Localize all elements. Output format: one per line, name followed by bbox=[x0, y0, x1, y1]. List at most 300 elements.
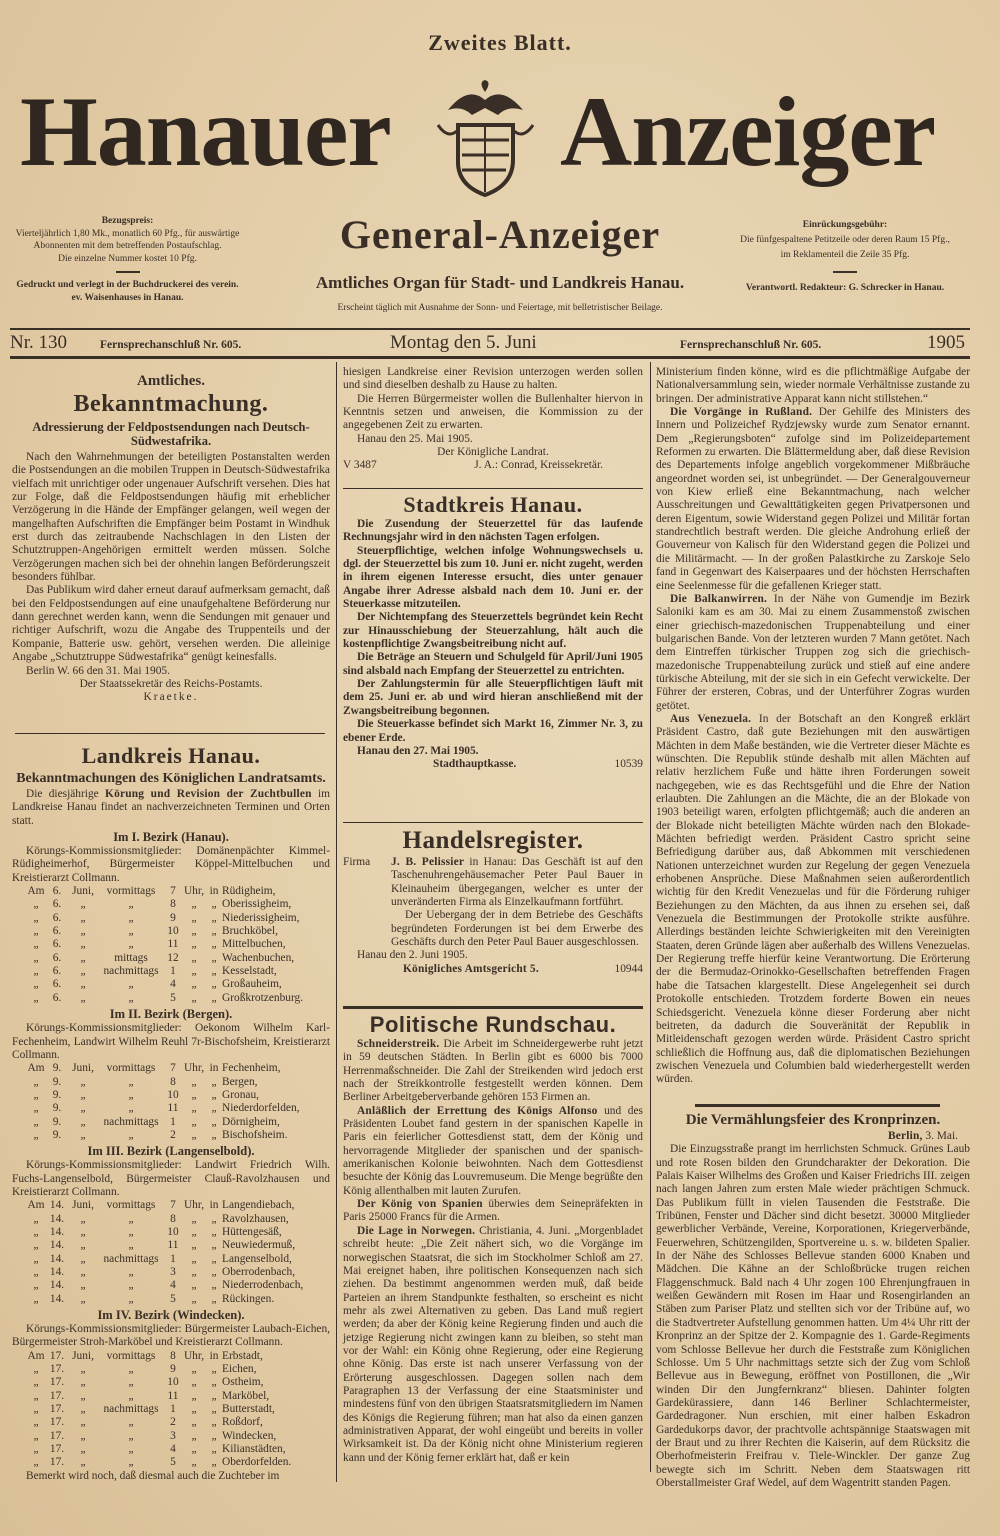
schedule-cell: „ bbox=[33, 1266, 39, 1278]
district-members bbox=[12, 845, 330, 885]
notice-field-post bbox=[12, 372, 330, 705]
firma-name: J. B. Pelissier bbox=[391, 856, 465, 868]
schedule-cell: „ bbox=[33, 965, 39, 978]
schedule-cell: Oberdorfelden. bbox=[222, 1456, 292, 1469]
district-members bbox=[12, 1159, 330, 1199]
landkreis-subheading: Bekanntmachungen des Königlichen Landratsamts. bbox=[16, 771, 326, 786]
handelsregister-heading: Handelsregister. bbox=[402, 827, 584, 854]
schedule-cell: „ bbox=[33, 1416, 39, 1429]
schedule-cell: Bruchköbel, bbox=[222, 925, 278, 938]
schedule-cell: „ bbox=[33, 1429, 39, 1442]
schedule-cell: Windecken, bbox=[222, 1429, 277, 1442]
schedule-cell: Marköbel, bbox=[222, 1389, 270, 1402]
news-lead: Die Balkanwirren. bbox=[670, 592, 768, 605]
schedule-cell: „ bbox=[80, 1279, 86, 1292]
phone-right: Fernsprechanschluß Nr. 605. bbox=[680, 339, 822, 351]
schedule-cell: Am bbox=[27, 1349, 45, 1362]
schedule-cell: in bbox=[209, 1062, 219, 1075]
schedule-cell: „ bbox=[33, 1075, 39, 1088]
rundschau-section bbox=[343, 1012, 643, 1465]
schedule-cell: „ bbox=[80, 898, 86, 911]
schedule-cell: Niederdorfelden, bbox=[222, 1102, 300, 1115]
schedule-cell: Großkrotzenburg. bbox=[222, 991, 304, 1004]
schedule-cell: in bbox=[209, 885, 219, 898]
schedule-row bbox=[26, 1076, 330, 1089]
schedule-cell: 9. bbox=[52, 1115, 62, 1128]
schedule-row bbox=[26, 938, 330, 951]
schedule-cell: „ bbox=[128, 1102, 134, 1115]
schedule-cell: „ bbox=[191, 1102, 197, 1115]
schedule-cell: Butterstadt, bbox=[222, 1403, 275, 1416]
schedule-cell: „ bbox=[211, 1376, 217, 1389]
intro-text: im Landkreise Hanau findet an nachverzeichneten Terminen und Orten statt. bbox=[12, 788, 331, 827]
schedule-row bbox=[26, 1430, 330, 1443]
schedule-row bbox=[26, 1376, 330, 1389]
schedule-cell: 17. bbox=[49, 1429, 65, 1442]
schedule-cell: 6. bbox=[52, 991, 62, 1004]
schedule-cell: „ bbox=[191, 925, 197, 938]
schedule-cell: „ bbox=[33, 978, 39, 991]
schedule-cell: „ bbox=[33, 1128, 39, 1141]
schedule-cell: „ bbox=[191, 1363, 197, 1376]
news-lead: Die Lage in Norwegen. bbox=[357, 1224, 476, 1237]
issue-date: Montag den 5. Juni bbox=[390, 332, 537, 353]
schedule-table bbox=[26, 885, 330, 1005]
schedule-cell: „ bbox=[191, 1389, 197, 1402]
advert-fee-heading: Einrückungsgebühr: bbox=[802, 220, 888, 230]
paragraph: in Hanau: Das Geschäft ist auf den Taschenuhrengehäusemacher Peter Paul Bauer in Kleinauheim übergegangen, welcher es unter der unveränderten Firma als Einzelkaufmann fortführt. bbox=[391, 856, 643, 909]
schedule-cell: nachmittags bbox=[103, 1403, 159, 1416]
schedule-cell: „ bbox=[211, 978, 217, 991]
news-lead: Der König von Spanien bbox=[357, 1198, 483, 1211]
district-heading: Im I. Bezirk (Hanau). bbox=[113, 830, 229, 845]
schedule-cell: Am bbox=[27, 1199, 45, 1212]
schedule-cell: „ bbox=[128, 1416, 134, 1429]
schedule-cell: 9. bbox=[52, 1075, 62, 1088]
schedule-row bbox=[26, 965, 330, 978]
section-rule bbox=[343, 822, 643, 823]
schedule-cell: „ bbox=[211, 1429, 217, 1442]
issue-info-bar bbox=[10, 332, 965, 354]
schedule-cell: „ bbox=[33, 1363, 39, 1376]
schedule-cell: „ bbox=[80, 1389, 86, 1402]
dateline-date: 3. Mai. bbox=[922, 1130, 958, 1142]
edition-label: Zweites Blatt. bbox=[428, 30, 572, 55]
schedule-cell: 3 bbox=[170, 1266, 176, 1278]
schedule-cell: „ bbox=[191, 1376, 197, 1389]
schedule-cell: „ bbox=[80, 1088, 86, 1101]
schedule-cell: Uhr, bbox=[183, 1349, 205, 1362]
subscription-text: Vierteljährlich 1,80 Mk., monatlich 60 Pfg., für auswärtige Abonnenten mit dem betreffenden Postaufschlag. bbox=[15, 228, 240, 251]
schedule-cell: „ bbox=[80, 1403, 86, 1416]
paragraph: Der Zahlungstermin für alle Steuerpflichtigen läuft mit dem 25. Juni er. ab und wird hieran anschließend mit der Zwangsbeitreibung begonnen. bbox=[343, 678, 643, 717]
signature-line bbox=[343, 459, 643, 472]
masthead-title-right: Anzeiger bbox=[560, 76, 936, 187]
district-heading: Im III. Bezirk (Langenselbold). bbox=[87, 1144, 255, 1159]
schedule-cell: 14. bbox=[49, 1292, 65, 1305]
dateline-place: Berlin, bbox=[887, 1130, 923, 1142]
schedule-cell: „ bbox=[191, 978, 197, 991]
schedule-cell: „ bbox=[128, 1363, 134, 1376]
schedule-cell: 17. bbox=[49, 1403, 65, 1416]
schedule-row bbox=[26, 1116, 330, 1129]
district-members bbox=[12, 1022, 330, 1062]
schedule-cell: Großauheim, bbox=[222, 978, 282, 991]
schedule-cell: „ bbox=[128, 1128, 134, 1141]
schedule-cell: Uhr, bbox=[183, 885, 205, 898]
schedule-table bbox=[26, 1199, 330, 1306]
news-lead: Anläßlich der Errettung des Königs Alfonso bbox=[357, 1104, 598, 1117]
news-text: In der Nähe von Gumendje im Bezirk Saloniki kam es am 30. Mai zu einem Zusammenstoß zwischen einer griechisch-mazedonischen Truppenabteilung und einer bulgarischen Bande. Von der letzteren wurden 7 Mann getötet. Nach dem Eintreffen türkischer Truppen zog sich die griechisch-mazedonische Truppenabteilung zurück und stieß auf eine andere türkische Abteilung, mit der sie sich in ein Gefecht verwickelte. Der Führer der ersteren, Cobras, und der Unterführer Zogras wurden getötet. bbox=[656, 592, 970, 712]
news-item bbox=[656, 406, 970, 593]
schedule-cell: „ bbox=[211, 1075, 217, 1088]
schedule-cell: 9. bbox=[52, 1088, 62, 1101]
schedule-cell: „ bbox=[191, 1279, 197, 1292]
schedule-cell: 14. bbox=[49, 1279, 65, 1292]
schedule-cell: „ bbox=[191, 1239, 197, 1252]
schedule-cell: „ bbox=[191, 965, 197, 978]
paragraph: hiesigen Landkreise einer Revision unterzogen werden sollen und sind dieselben deshalb zu Hause zu halten. bbox=[343, 366, 643, 392]
landkreis-closing-continued bbox=[343, 366, 643, 473]
schedule-cell: Hüttengesäß, bbox=[222, 1225, 282, 1238]
schedule-row bbox=[26, 1239, 330, 1252]
schedule-cell: nachmittags bbox=[103, 1115, 159, 1128]
schedule-cell: „ bbox=[211, 1456, 217, 1469]
schedule-cell: „ bbox=[128, 1088, 134, 1101]
paragraph: Ministerium finden könne, wird es die pflichtmäßige Aufgabe der Nationalversammlung sein, wieder normale Verhältnisse zustande zu bringen. Der administrative Apparat kann nicht stillstehen.“ bbox=[656, 366, 970, 405]
schedule-cell: „ bbox=[191, 951, 197, 964]
news-text: Christiania, 4. Juni. „Morgenbladet schreibt heute: „Die Zeit nähert sich, wo die Vorgänge im norwegischen Staatsrat, die sich im Stockholmer Schloß am 27. Mai ereignet haben, ihre politischen Konsequenzen nach sich ziehen. Da bestimmt angenommen werden muß, daß beide Parteien an ihrem Standpunkte festhalten, so erscheint es nicht mehr als zwei Alternativen zu geben. Das Land muß regiert werden; da aber der König keine Regierung finden und auch die jetzige Regierung nicht zwingen kann zu bleiben, so steht man vor der Wahl: ein König ohne Regierung, oder eine Regierung ohne König. Das erste ist nach unserer Verfassung von der Erörterung ausgeschlossen. Dagegen sollen nach dem Paragraphen 13 der Verfassung der eine Staatsminister und mindestens fünf von den übrigen Staatsratsmitgliedern im Namen des Königs die Regierung führen; man hat also da einen ganzen administrativen Apparat, der wohl eingeübt und bereits in voller Wirksamkeit ist. Da der König nicht ohne Ministerium regieren kann und der König ferner erklärt hat, daß er kein bbox=[343, 1224, 643, 1464]
schedule-row bbox=[26, 1416, 330, 1429]
schedule-cell: „ bbox=[211, 1443, 217, 1456]
schedule-cell: vormittags bbox=[106, 1349, 156, 1362]
handelsregister-body bbox=[343, 856, 643, 976]
rundschau-continued bbox=[656, 366, 970, 1087]
issue-number: Nr. 130 bbox=[10, 332, 67, 353]
schedule-cell: Bergen, bbox=[222, 1075, 258, 1088]
schedule-cell: „ bbox=[33, 1376, 39, 1389]
intro-bold: Körung und Revision der Zuchtbullen bbox=[105, 788, 312, 800]
reference-number: 10944 bbox=[614, 962, 643, 975]
column-divider bbox=[336, 362, 337, 1482]
closing-text: Bemerkt wird noch, daß diesmal auch die Zuchteber im bbox=[26, 1469, 280, 1482]
schedule-cell: 6. bbox=[52, 925, 62, 938]
schedule-cell: „ bbox=[211, 925, 217, 938]
schedule-cell: 9 bbox=[170, 1363, 176, 1376]
schedule-cell: „ bbox=[128, 898, 134, 911]
schedule-cell: 10 bbox=[167, 1376, 179, 1389]
schedule-row bbox=[26, 898, 330, 911]
schedule-cell: „ bbox=[33, 1252, 39, 1265]
schedule-cell: „ bbox=[80, 1128, 86, 1141]
schedule-cell: 10 bbox=[167, 1088, 179, 1101]
schedule-cell: Langenselbold, bbox=[222, 1252, 292, 1265]
subscription-heading: Bezugspreis: bbox=[101, 216, 154, 226]
schedule-cell: „ bbox=[211, 1416, 217, 1429]
schedule-cell: Neuwiedermuß, bbox=[222, 1239, 296, 1252]
schedule-cell: „ bbox=[211, 1252, 217, 1265]
signer: Königliches Amtsgericht 5. bbox=[403, 962, 539, 975]
schedule-row bbox=[26, 978, 330, 991]
schedule-cell: 10 bbox=[167, 1225, 179, 1238]
schedule-cell: „ bbox=[80, 1429, 86, 1442]
schedule-cell: Oberrodenbach, bbox=[222, 1266, 296, 1278]
schedule-row bbox=[26, 1226, 330, 1239]
divider bbox=[116, 271, 140, 273]
schedule-cell: in bbox=[209, 1349, 219, 1362]
printer-note: Gedruckt und verlegt in der Buchdruckerei des verein. ev. Waisenhauses in Hanau. bbox=[16, 280, 239, 303]
schedule-row bbox=[26, 1199, 330, 1212]
schedule-cell: Mittelbuchen, bbox=[222, 938, 286, 951]
issue-year: 1905 bbox=[927, 332, 965, 353]
schedule-row bbox=[26, 1443, 330, 1456]
section-rule bbox=[343, 488, 643, 489]
members-text: Körungs-Kommissionsmitglieder: Oekonom Wilhelm Karl-Fechenheim, Landwirt Wilhelm Reuhl 7r-Bischofsheim, Kreistierarzt Collmann. bbox=[12, 1022, 330, 1061]
schedule-cell: 14. bbox=[49, 1266, 65, 1278]
notice-heading: Bekanntmachung. bbox=[73, 391, 269, 417]
schedule-cell: 11 bbox=[167, 1239, 179, 1252]
schedule-cell: „ bbox=[80, 1416, 86, 1429]
section-rule bbox=[15, 733, 325, 734]
news-item bbox=[343, 1225, 643, 1465]
schedule-cell: „ bbox=[128, 1239, 134, 1252]
schedule-cell: „ bbox=[80, 938, 86, 951]
schedule-cell: 6. bbox=[52, 885, 62, 898]
masthead-title-left: Hanauer bbox=[20, 76, 391, 187]
schedule-cell: „ bbox=[80, 925, 86, 938]
district-members bbox=[12, 1323, 330, 1350]
schedule-cell: 9. bbox=[52, 1062, 62, 1075]
news-text: Der Gehilfe des Ministers des Innern und Polizeichef Rydzjewsky wurde zum Senator ernannt. Dem „Regierungsboten“ zufolge sind im Polizeidepartement Reformen zu erwarten. Die Blättermeldung aber, daß diese Revision des Departements infolge angeblich vorgekommener Mißbräuche angeordnet worden sei, ist unbegründet. — Der Generalgouverneur von Kiew erließ eine Bekanntmachung, nach welcher Ausschreitungen und Gewalttätigkeiten gegen Privatpersonen und deren Eigentum, sowie Widerstand gegen Polizei und Militär fortan standrechtlich bestraft werden. Die gleiche Androhung erließ der Gouverneur von Kalisch für den Widerstand gegen die Polizei und die Militärmacht. — In der großen Palastkirche zu Zarskoje Selo fand in Gegenwart des Kaiserpaares und der höchsten Herrschaften eine Seelenmesse für die gefallenen Krieger statt. bbox=[656, 406, 970, 592]
schedule-cell: „ bbox=[191, 1429, 197, 1442]
schedule-cell: 8 bbox=[170, 1212, 176, 1225]
schedule-cell: Gronau, bbox=[222, 1088, 260, 1101]
schedule-cell: 4 bbox=[170, 978, 176, 991]
place-date: Hanau den 27. Mai 1905. bbox=[357, 744, 479, 757]
rundschau-heading: Politische Rundschau. bbox=[369, 1012, 617, 1037]
news-item bbox=[343, 1105, 643, 1198]
schedule-cell: 8 bbox=[170, 1349, 176, 1362]
schedule-cell: Rüdigheim, bbox=[222, 885, 276, 898]
schedule-cell: „ bbox=[80, 1239, 86, 1252]
single-copy-price: Die einzelne Nummer kostet 10 Pfg. bbox=[58, 253, 197, 264]
schedule-cell: „ bbox=[211, 1403, 217, 1416]
news-text: und des Präsidenten Loubet fand gestern in der spanischen Kapelle in Paris ein feierlicher Gottesdienst statt, dem der König und hervorragende Mitglieder der spanischen und der spanisch-amerikanischen Kolonie beiwohnten. Nach dem Gottesdienst besuchte der König das Louvremuseum. Die Menge begrüßte den König allenthalben mit lauten Zurufen. bbox=[343, 1104, 643, 1197]
schedule-cell: 10 bbox=[167, 925, 179, 938]
masthead-bottom-rule bbox=[10, 356, 970, 359]
paragraph: Die Beträge an Steuern und Schulgeld für April/Juni 1905 sind alsbald nach Empfang der Steuerzettel zu entrichten. bbox=[343, 651, 643, 677]
schedule-cell: 11 bbox=[167, 1389, 179, 1402]
intro-text: Die diesjährige bbox=[26, 788, 106, 800]
news-lead: Schneiderstreik. bbox=[357, 1038, 440, 1050]
schedule-cell: „ bbox=[80, 951, 86, 964]
schedule-cell: „ bbox=[33, 1292, 39, 1305]
schedule-cell: 7 bbox=[170, 1199, 176, 1212]
schedule-cell: „ bbox=[80, 1225, 86, 1238]
schedule-cell: Dörnigheim, bbox=[222, 1115, 280, 1128]
rundschau-items bbox=[656, 406, 970, 1087]
paragraph: Der Uebergang der in dem Betriebe des Geschäfts begründeten Forderungen ist bei dem Erwerbe des Geschäfts durch den Peter Paul Bauer ausgeschlossen. bbox=[391, 909, 643, 949]
schedule-cell: Wachenbuchen, bbox=[222, 951, 295, 964]
district-heading: Im IV. Bezirk (Windecken). bbox=[97, 1308, 245, 1323]
schedule-cell: Uhr, bbox=[183, 1062, 205, 1075]
paragraph: Die Herren Bürgermeister wollen die Bullenhalter hiervon in Kenntnis setzen und anweisen, die Kommission zu der angegebenen Zeit zu erwarten. bbox=[343, 392, 643, 432]
place-date: Hanau den 25. Mai 1905. bbox=[357, 432, 473, 445]
schedule-cell: „ bbox=[191, 1443, 197, 1456]
news-item bbox=[343, 1038, 643, 1105]
advert-fee-text2: im Reklamenteil die Zeile 35 Pfg. bbox=[780, 250, 910, 260]
paragraph: Die Steuerkasse befindet sich Markt 16, Zimmer Nr. 3, zu ebener Erde. bbox=[343, 718, 643, 744]
schedule-cell: Niederrodenbach, bbox=[222, 1279, 304, 1292]
schedule-cell: „ bbox=[211, 1212, 217, 1225]
schedule-cell: „ bbox=[191, 1403, 197, 1416]
schedule-cell: „ bbox=[33, 1088, 39, 1101]
notice-body bbox=[12, 451, 330, 705]
schedule-cell: 2 bbox=[170, 1416, 176, 1429]
schedule-cell: Kesselstadt, bbox=[222, 965, 277, 978]
divider bbox=[833, 271, 857, 273]
schedule-cell: „ bbox=[128, 1225, 134, 1238]
schedule-cell: „ bbox=[80, 1292, 86, 1305]
schedule-cell: Ostheim, bbox=[222, 1376, 264, 1389]
schedule-cell: „ bbox=[33, 991, 39, 1004]
schedule-cell: Rückingen. bbox=[222, 1292, 275, 1305]
schedule-cell: Roßdorf, bbox=[222, 1416, 263, 1429]
column-divider bbox=[650, 362, 651, 1472]
schedule-row bbox=[26, 1266, 330, 1279]
schedule-cell: 17. bbox=[49, 1389, 65, 1402]
schedule-cell: 6. bbox=[52, 898, 62, 911]
masthead-subtitle: General-Anzeiger bbox=[339, 212, 661, 257]
schedule-cell: „ bbox=[128, 1376, 134, 1389]
schedule-cell: 12 bbox=[167, 951, 179, 964]
schedule-cell: 6. bbox=[52, 965, 62, 978]
schedule-row bbox=[26, 1279, 330, 1292]
schedule-cell: 8 bbox=[170, 898, 176, 911]
schedule-row bbox=[26, 1129, 330, 1142]
schedule-cell: „ bbox=[211, 1292, 217, 1305]
schedule-table bbox=[26, 1062, 330, 1142]
section-label: Amtliches. bbox=[137, 373, 205, 389]
news-text: In der Botschaft an den Kongreß erklärt Präsident Castro, daß gute Beziehungen mit den auswärtigen Mächten in dem Maße beständen, wie die Vertreter dieser Mächte es wünschten. Die Republik stünde deshalb mit allen Mächten auf relativ herzlichem Fuße und hätte ihren Forderungen soweit nachgegeben, wie es das Rechtsgefühl und die Ehre der Nation erlaubten. Die Zahlungen an die Mächte, die an der Blokade von 1903 beteiligt waren, erfolgten pflichtgemäß; auch die anderen an der Blokade nicht beteiligten Mächte würden nach den Blokade-Mächten befriedigt werden. Präsident Castro spricht seine Befriedigung darüber aus, daß Abkommen mit verschiedenen Nationen unterzeichnet wurden zur Regelung der gegen Venezuela erhobenen Ansprüche. Diese Maßnahmen seien außerordentlich wichtig für den Kredit Venezuelas und für die Förderung ruhiger Beziehungen zu den Mächten, da aus ihnen zu ersehen sei, daß Venezuela die Bestimmungen der Protokolle strikte ausführe. Allerdings beständen leichte Schwierigkeiten mit den Vereinigten Staaten, deren Gründe lägen aber außerhalb des Willens Venezuelas. Der Regierung treffe hierfür keine Verantwortung. Die Erörterung der die Bermudaz-Orinokko-Gesellschaften betreffenden Fragen habe die Tatsachen klargestellt. Diese Angelegenheit sei durch Protokolle entschieden. Trotzdem forderte Bowen ein neues Schiedsgericht. Venezuela könne dieser Forderung aber nicht beitreten, da dadurch die Souveränität der Republik in Mitleidenschaft gezogen werden würde. Präsident Castro spricht schließlich die Hoffnung aus, daß die diplomatischen Beziehungen zwischen Venezuela und Columbien bald wiederhergestellt werden würden. bbox=[656, 712, 970, 1086]
schedule-cell: „ bbox=[211, 1128, 217, 1141]
schedule-cell: „ bbox=[33, 1403, 39, 1416]
schedule-cell: 8 bbox=[170, 1075, 176, 1088]
schedule-cell: Niederissigheim, bbox=[222, 911, 300, 924]
signer: Stadthauptkasse. bbox=[433, 758, 517, 771]
schedule-cell: 14. bbox=[49, 1225, 65, 1238]
paragraph: Das Publikum wird daher erneut darauf aufmerksam gemacht, daß bei den Feldpostsendungen auf eine unaufgehaltene Beförderung nur dann gerechnet werden kann, wenn die Sendungen mit genauer und richtiger Aufschrift, wozu die Angabe des Truppenteils und der Kompanie, Batterie usw. gehört, versehen werden. Die alleinige Angabe „Schutztruppe Südwestafrika“ genügt keinesfalls. bbox=[12, 584, 330, 664]
schedule-cell: „ bbox=[191, 1128, 197, 1141]
schedule-cell: 17. bbox=[49, 1376, 65, 1389]
schedule-cell: „ bbox=[33, 1102, 39, 1115]
schedule-cell: „ bbox=[128, 1279, 134, 1292]
news-lead: Die Vorgänge in Rußland. bbox=[670, 406, 813, 419]
schedule-cell: 6. bbox=[52, 938, 62, 951]
place-date: Berlin W. 66 den 31. Mai 1905. bbox=[26, 664, 170, 677]
schedule-cell: 11 bbox=[167, 938, 179, 951]
stadtkreis-footer bbox=[343, 745, 643, 772]
schedule-cell: Fechenheim, bbox=[222, 1062, 281, 1075]
schedule-cell: 6. bbox=[52, 951, 62, 964]
schedule-cell: 6. bbox=[52, 978, 62, 991]
schedule-cell: „ bbox=[80, 911, 86, 924]
rundschau-body bbox=[343, 1038, 643, 1465]
signer: J. A.: Conrad, Kreissekretär. bbox=[474, 459, 603, 472]
schedule-cell: 9 bbox=[170, 911, 176, 924]
stadtkreis-body bbox=[343, 518, 643, 745]
schedule-cell: „ bbox=[191, 1212, 197, 1225]
schedule-cell: „ bbox=[33, 1115, 39, 1128]
editor-note: Verantwortl. Redakteur: G. Schrecker in Hanau. bbox=[745, 283, 945, 293]
schedule-cell: 14. bbox=[49, 1212, 65, 1225]
members-text: Körungs-Kommissionsmitglieder: Landwirt Friedrich Wilh. Fuchs-Langenselbold, Bürgermeister Clauß-Ravolzhausen und Kreistierarzt Collmann. bbox=[12, 1159, 330, 1198]
schedule-cell: „ bbox=[211, 1225, 217, 1238]
landkreis-heading: Landkreis Hanau. bbox=[81, 743, 261, 768]
schedule-cell: „ bbox=[33, 1212, 39, 1225]
signer: Kraetke. bbox=[143, 691, 199, 704]
news-item bbox=[656, 713, 970, 1087]
firma-label: Firma bbox=[343, 856, 371, 868]
schedule-cell: Uhr, bbox=[183, 1199, 205, 1212]
schedule-cell: nachmittags bbox=[103, 965, 159, 978]
schedule-cell: 2 bbox=[170, 1128, 176, 1141]
schedule-cell: mittags bbox=[114, 951, 148, 964]
schedule-cell: 14. bbox=[49, 1239, 65, 1252]
advert-fee-text: Die fünfgespaltene Petitzeile oder deren Raum 15 Pfg., bbox=[740, 235, 950, 245]
notice-subheading: Adressierung der Feldpostsendungen nach Deutsch-Südwestafrika. bbox=[32, 420, 310, 448]
article-body bbox=[656, 1143, 970, 1490]
schedule-cell: „ bbox=[211, 1279, 217, 1292]
schedule-row bbox=[26, 912, 330, 925]
news-item bbox=[656, 593, 970, 713]
schedule-cell: „ bbox=[128, 1212, 134, 1225]
schedule-cell: „ bbox=[191, 898, 197, 911]
schedule-cell: „ bbox=[211, 1389, 217, 1402]
schedule-cell: vormittags bbox=[106, 1199, 156, 1212]
schedule-cell: „ bbox=[128, 1429, 134, 1442]
schedule-cell: 7 bbox=[170, 1062, 176, 1075]
handelsregister-section bbox=[343, 826, 643, 976]
schedule-row bbox=[26, 1062, 330, 1075]
schedule-cell: „ bbox=[33, 1225, 39, 1238]
schedule-cell: „ bbox=[80, 978, 86, 991]
schedule-cell: „ bbox=[80, 1363, 86, 1376]
schedule-row bbox=[26, 1456, 330, 1469]
schedule-cell: Langendiebach, bbox=[222, 1199, 295, 1212]
schedule-cell: „ bbox=[80, 1115, 86, 1128]
article-heading: Die Vermählungsfeier des Kronprinzen. bbox=[685, 1112, 941, 1128]
schedule-cell: „ bbox=[33, 1239, 39, 1252]
schedule-cell: „ bbox=[33, 951, 39, 964]
masthead-rule bbox=[10, 328, 970, 330]
schedule-cell: 14. bbox=[49, 1252, 65, 1265]
schedule-cell: vormittags bbox=[106, 1062, 156, 1075]
schedule-cell: „ bbox=[211, 1239, 217, 1252]
schedule-cell: „ bbox=[128, 978, 134, 991]
schedule-cell: „ bbox=[128, 938, 134, 951]
schedule-cell: 11 bbox=[167, 1102, 179, 1115]
schedule-row bbox=[26, 1390, 330, 1403]
schedule-cell: „ bbox=[211, 938, 217, 951]
schedule-cell: „ bbox=[191, 991, 197, 1004]
schedule-cell: „ bbox=[80, 1102, 86, 1115]
schedule-cell: Kilianstädten, bbox=[222, 1443, 286, 1456]
reference-number: 10539 bbox=[614, 758, 643, 771]
schedule-row bbox=[26, 1253, 330, 1266]
schedule-row bbox=[26, 1213, 330, 1226]
schedule-cell: Am bbox=[27, 885, 45, 898]
